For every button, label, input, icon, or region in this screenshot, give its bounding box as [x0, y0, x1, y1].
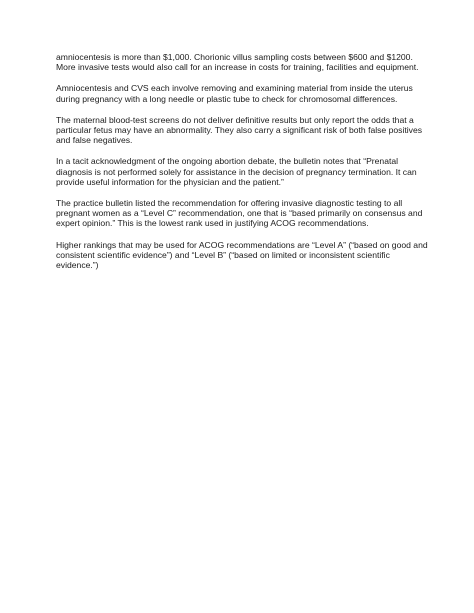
- paragraph-abortion-debate: In a tacit acknowledgment of the ongoing abortion debate, the bulletin notes that “Prenatal diagnosis is not performed solely for assistance in the decision of pregnancy termination. It can provide useful information for the physician and the patient.”: [56, 156, 417, 187]
- paragraph-blood-test: The maternal blood-test screens do not deliver definitive results but only report the odds that a particular fetus may have an abnormality. They also carry a significant risk of both false positives and false negatives.: [56, 114, 423, 146]
- paragraph-level-c: The practice bulletin listed the recommendation for offering invasive diagnostic testing to all pregnant women as a “Level C” recommendation, one that is “based primarily on consensus and expert opinion.” This is the lowest rank used in justifying ACOG recommendations.: [56, 198, 423, 229]
- paragraph-higher-rankings: Higher rankings that may be used for ACOG recommendations are “Level A” (“based on good and consistent scientific evidence”) and “Level B” (“based on limited or inconsistent scientific evidence.”): [56, 239, 428, 271]
- paragraph-procedure: Amniocentesis and CVS each involve removing and examining material from inside the uterus during pregnancy with a long needle or plastic tube to check for chromosomal differences.: [56, 83, 413, 104]
- paragraph-cost: amniocentesis is more than $1,000. Chorionic villus sampling costs between $600 and $1200. More invasive tests would also call for an increase in costs for training, facilities and equipment.: [56, 52, 419, 73]
- document-body: [56, 52, 428, 281]
